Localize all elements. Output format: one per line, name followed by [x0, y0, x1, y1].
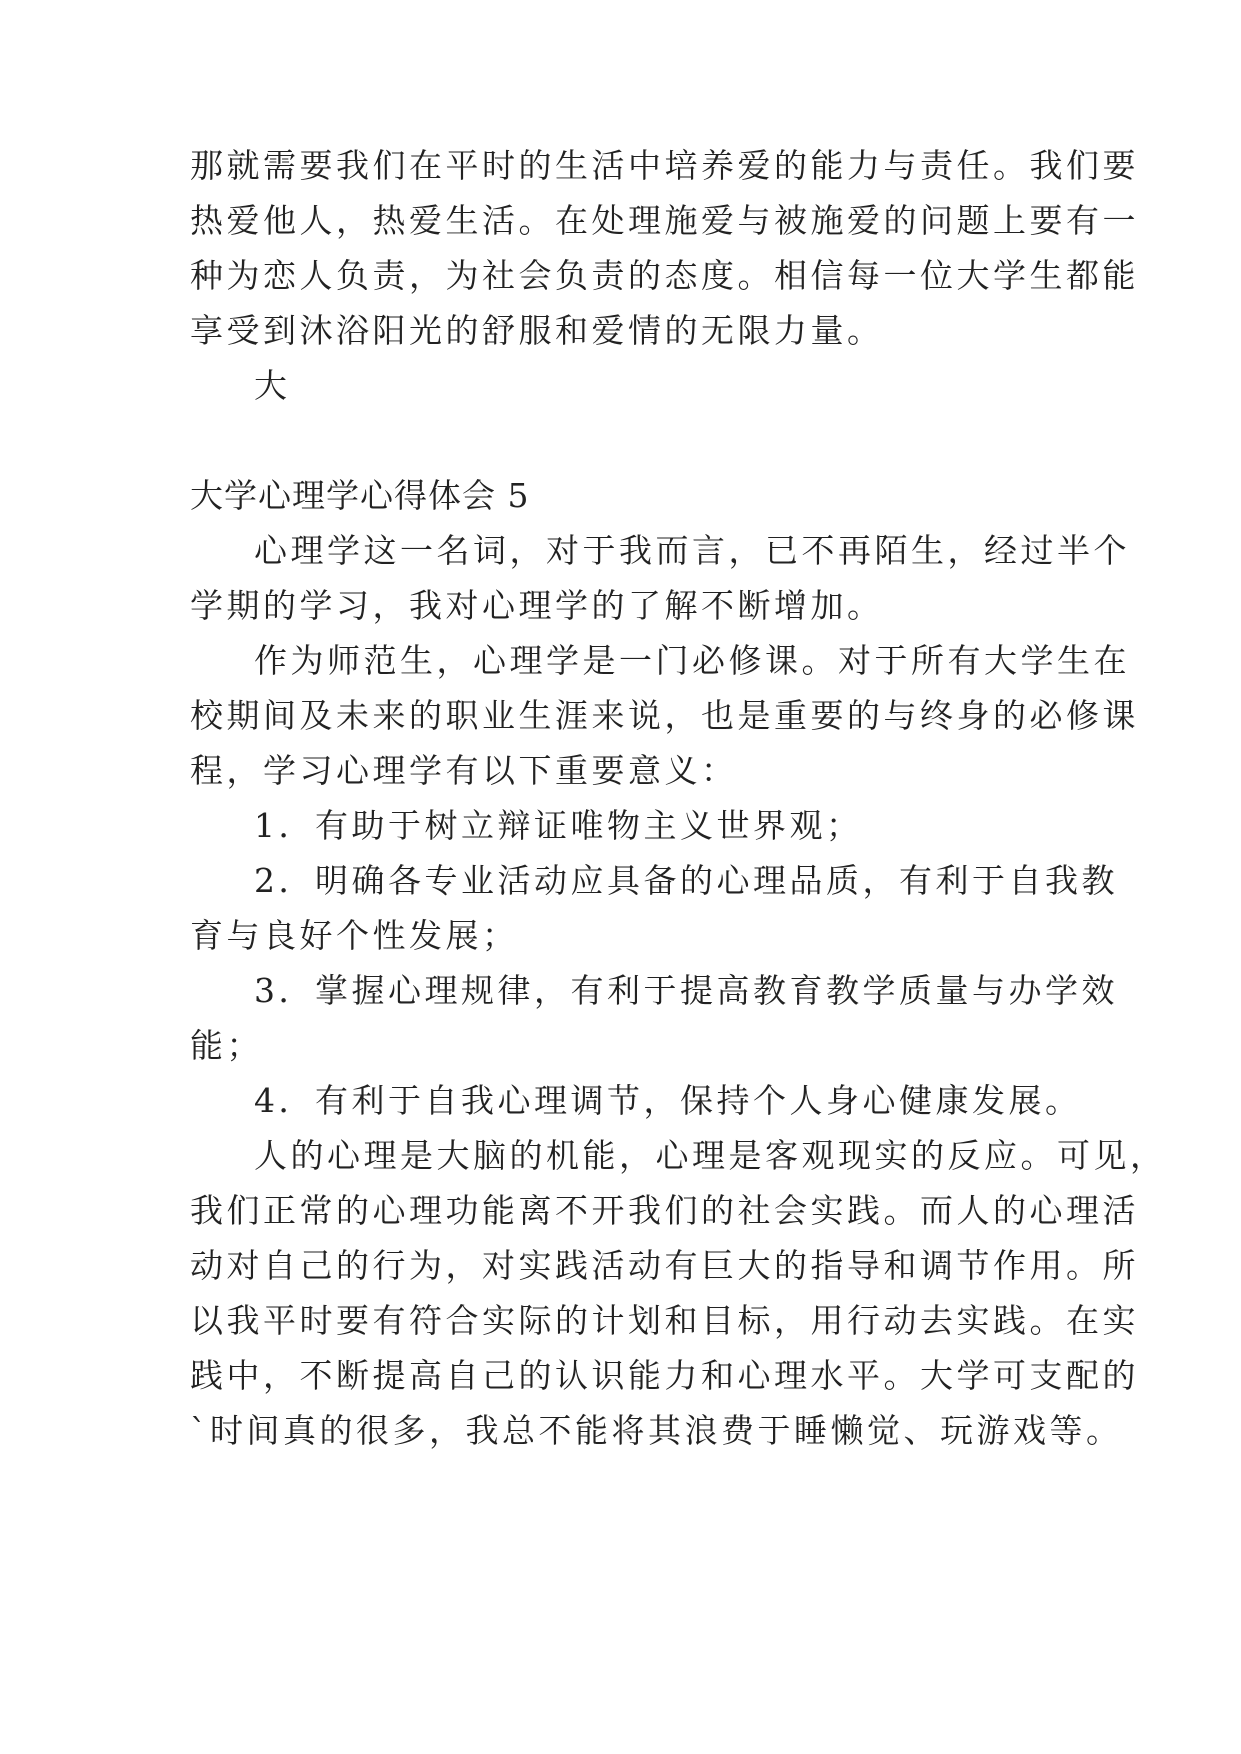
text-line: `时间真的很多，我总不能将其浪费于睡懒觉、玩游戏等。 [190, 1411, 1123, 1450]
text-line: 能； [190, 1026, 263, 1065]
text-line: 育与良好个性发展； [190, 916, 519, 955]
text-line: 践中，不断提高自己的认识能力和心理水平。大学可支配的 [190, 1356, 1139, 1395]
text-line: 学期的学习，我对心理学的了解不断增加。 [190, 586, 884, 625]
text-line: 程，学习心理学有以下重要意义： [190, 751, 738, 790]
list-item: 2．明确各专业活动应具备的心理品质，有利于自我教 [254, 861, 1118, 900]
list-item: 3．掌握心理规律，有利于提高教育教学质量与办学效 [254, 971, 1118, 1010]
text-line: 热爱他人，热爱生活。在处理施爱与被施爱的问题上要有一 [190, 201, 1139, 240]
text-line: 校期间及未来的职业生涯来说，也是重要的与终身的必修课 [190, 696, 1139, 735]
text-line: 心理学这一名词，对于我而言，已不再陌生，经过半个 [254, 531, 1130, 570]
text-line: 以我平时要有符合实际的计划和目标，用行动去实践。在实 [190, 1301, 1139, 1340]
text-line: 人的心理是大脑的机能，心理是客观现实的反应。可见， [254, 1136, 1167, 1175]
text-line: 大 [254, 366, 291, 405]
text-line: 动对自己的行为，对实践活动有巨大的指导和调节作用。所 [190, 1246, 1139, 1285]
text-line: 那就需要我们在平时的生活中培养爱的能力与责任。我们要 [190, 146, 1139, 185]
text-line: 种为恋人负责，为社会负责的态度。相信每一位大学生都能 [190, 256, 1139, 295]
text-line: 享受到沐浴阳光的舒服和爱情的无限力量。 [190, 311, 884, 350]
list-item: 1．有助于树立辩证唯物主义世界观； [254, 806, 863, 845]
text-line: 我们正常的心理功能离不开我们的社会实践。而人的心理活 [190, 1191, 1139, 1230]
section-heading: 大学心理学心得体会 5 [190, 476, 530, 515]
text-line: 作为师范生，心理学是一门必修课。对于所有大学生在 [254, 641, 1130, 680]
list-item: 4．有利于自我心理调节，保持个人身心健康发展。 [254, 1081, 1082, 1120]
